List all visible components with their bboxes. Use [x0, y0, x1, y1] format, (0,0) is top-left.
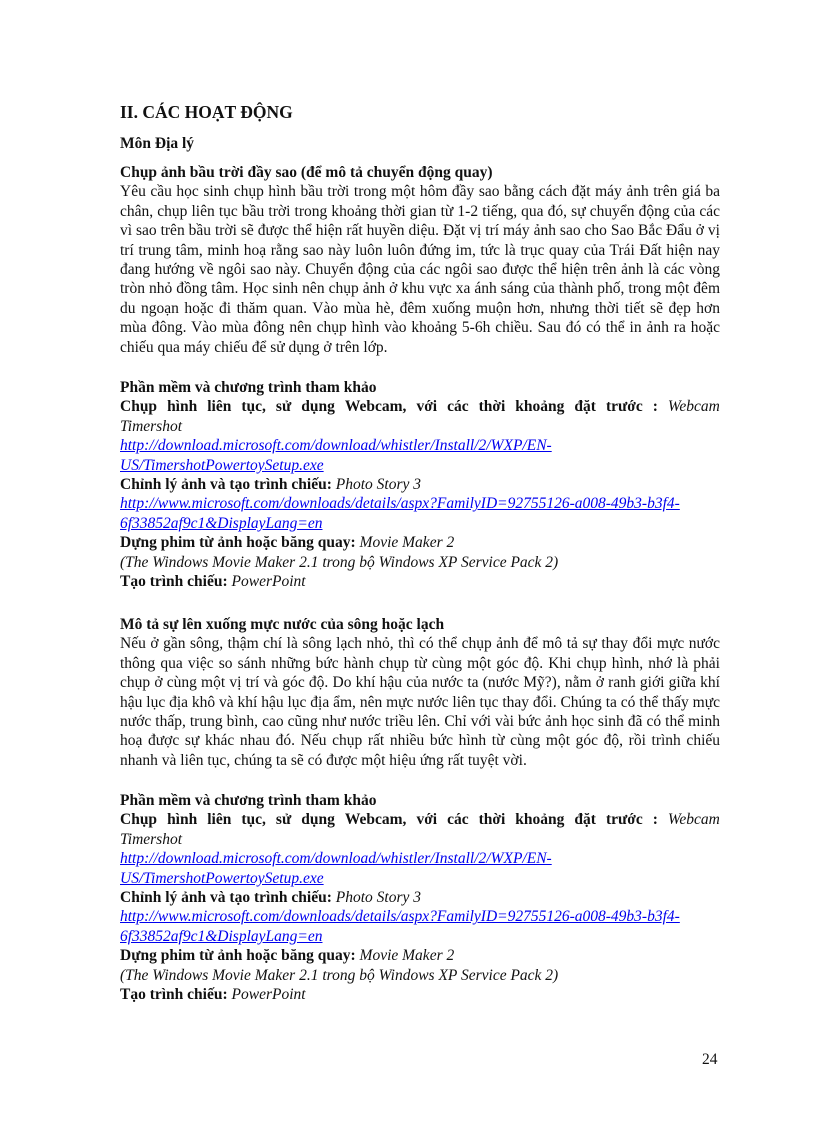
section-title: II. CÁC HOẠT ĐỘNG — [120, 102, 293, 122]
software-heading: Phần mềm và chương trình tham khảo — [120, 792, 377, 809]
slideshow-line: Chỉnh lý ảnh và tạo trình chiếu: Photo Story 3 — [120, 889, 422, 907]
activity-heading: Chụp ảnh bầu trời đầy sao (để mô tả chuyển động quay) — [120, 164, 493, 181]
slideshow-download-link[interactable]: http://www.microsoft.com/downloads/details/aspx?FamilyID=92755126-a008-49b3-b3f4- 6f33852af9c1&DisplayLang=en — [120, 495, 680, 532]
subject-heading: Môn Địa lý — [120, 135, 195, 152]
activity-star-sky — [120, 163, 720, 357]
activity-paragraph: Nếu ở gần sông, thậm chí là sông lạch nhỏ, thì có thể chụp ảnh để mô tả sự thay đổi mực nước thông qua việc so sánh những bức hành chụp từ cùng một góc độ. Khi chụp hình, nhớ là phải chụp ở cùng một vị trí và góc độ. Do khí hậu của nước ta (nước Mỹ?), nằm ở ranh giới giữa khí hậu lục địa khô và khí hậu lục địa ẩm, nên mực nước liên tục thay đổi. Chúng ta có thể thấy mực nước thấp, trung bình, cao cũng như nước triều lên. Chỉ với vài bức ảnh học sinh đã có thể minh hoạ được sự khác nhau đó. Nếu chụp rất nhiều bức hình từ cùng một góc độ, rồi trình chiếu nhanh và liên tục, chúng ta sẽ có được một hiệu ứng rất tuyệt vời. — [120, 635, 720, 769]
page-number: 24 — [702, 1051, 718, 1068]
software-block — [120, 378, 720, 591]
webcam-app-name-cont: Timershot — [120, 830, 183, 848]
webcam-app-name-cont: Timershot — [120, 417, 183, 435]
slideshow-line: Chỉnh lý ảnh và tạo trình chiếu: Photo Story 3 — [120, 476, 422, 494]
software-block — [120, 791, 720, 1004]
webcam-line: Chụp hình liên tục, sử dụng Webcam, với các thời khoảng đặt trước : Webcam — [120, 398, 720, 416]
activity-paragraph: Yêu cầu học sinh chụp hình bầu trời trong một hôm đầy sao bằng cách đặt máy ảnh trên giá ba chân, chụp liên tục bầu trời trong khoảng thời gian từ 1-2 tiếng, qua đó, sự chuyển động của các vì sao trên bầu trời sẽ được thể hiện rất huyền diệu. Đặt vị trí máy ảnh sao cho Sao Bắc Đẩu ở vị trí trung tâm, minh hoạ rằng sao này luôn luôn đứng im, tức là trục quay của Trái Đất hiện nay đang hướng về ngôi sao này. Chuyển động của các ngôi sao được thể hiện trên ảnh là các vòng tròn nhỏ đồng tâm. Học sinh nên chụp ảnh ở khu vực xa ánh sáng của thành phố, trong một đêm du ngoạn hoặc đi thăm quan. Vào mùa hè, đêm xuống muộn hơn, nhưng thời tiết sẽ đẹp hơn mùa đông. Vào mùa đông nên chụp hình vào khoảng 5-6h chiều. Sau đó có thể in ảnh ra hoặc chiếu qua máy chiếu để sử dụng ở trên lớp. — [120, 183, 720, 356]
webcam-download-link[interactable]: http://download.microsoft.com/download/whistler/Install/2/WXP/EN- US/TimershotPowertoySetup.exe — [120, 437, 552, 474]
movie-line: Dựng phim từ ảnh hoặc băng quay: Movie Maker 2 — [120, 947, 455, 965]
webcam-line: Chụp hình liên tục, sử dụng Webcam, với các thời khoảng đặt trước : Webcam — [120, 811, 720, 829]
presentation-line: Tạo trình chiếu: PowerPoint — [120, 573, 306, 591]
movie-note: (The Windows Movie Maker 2.1 trong bộ Windows XP Service Pack 2) — [120, 966, 559, 984]
webcam-app-name: Webcam — [667, 398, 720, 416]
software-heading: Phần mềm và chương trình tham khảo — [120, 379, 377, 396]
webcam-app-name: Webcam — [667, 811, 720, 829]
webcam-download-link[interactable]: http://download.microsoft.com/download/whistler/Install/2/WXP/EN- US/TimershotPowertoySetup.exe — [120, 850, 552, 887]
activity-water-level — [120, 615, 720, 770]
presentation-line: Tạo trình chiếu: PowerPoint — [120, 986, 306, 1004]
activity-heading: Mô tả sự lên xuống mực nước của sông hoặc lạch — [120, 616, 445, 633]
movie-line: Dựng phim từ ảnh hoặc băng quay: Movie Maker 2 — [120, 534, 455, 552]
movie-note: (The Windows Movie Maker 2.1 trong bộ Windows XP Service Pack 2) — [120, 553, 559, 571]
slideshow-download-link[interactable]: http://www.microsoft.com/downloads/details/aspx?FamilyID=92755126-a008-49b3-b3f4- 6f33852af9c1&DisplayLang=en — [120, 908, 680, 945]
